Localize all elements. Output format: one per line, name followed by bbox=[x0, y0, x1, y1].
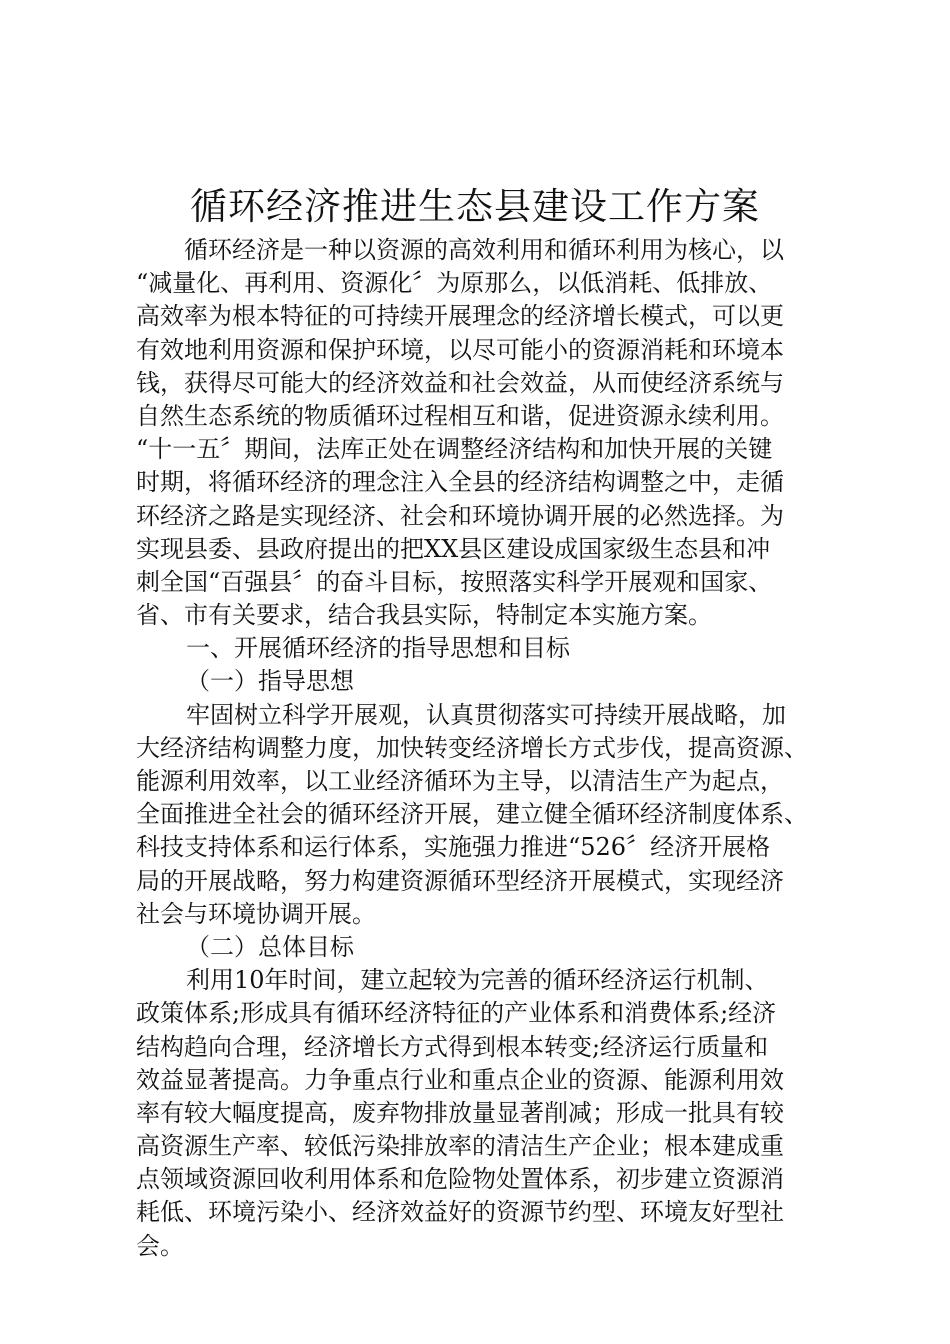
text-line: 全面推进全社会的循环经济开展，建立健全循环经济制度体系、 bbox=[136, 800, 808, 829]
text-line: 社会与环境协调开展。 bbox=[136, 899, 376, 928]
document-title: 循环经济推进生态县建设工作方案 bbox=[190, 185, 760, 228]
text-line: （二）总体目标 bbox=[186, 932, 354, 961]
text-line: 高效率为根本特征的可持续开展理念的经济增长模式，可以更 bbox=[136, 302, 784, 331]
text-line: 省、市有关要求，结合我县实际，特制定本实施方案。 bbox=[136, 601, 712, 630]
text-line: 科技支持体系和运行体系，实施强力推进“526〞经济开展格 bbox=[136, 833, 771, 862]
text-line: 自然生态系统的物质循环过程相互和谐，促进资源永续利用。 bbox=[136, 401, 784, 430]
text-line: 有效地利用资源和保护环境，以尽可能小的资源消耗和环境本 bbox=[136, 335, 784, 364]
text-line: 牢固树立科学开展观，认真贯彻落实可持续开展战略，加 bbox=[186, 700, 786, 729]
text-line: “减量化、再利用、资源化〞为原那么，以低消耗、低排放、 bbox=[136, 269, 773, 298]
text-line: 大经济结构调整力度，加快转变经济增长方式步伐，提高资源、 bbox=[136, 733, 808, 762]
text-line: 钱，获得尽可能大的经济效益和社会效益，从而使经济系统与 bbox=[136, 368, 784, 397]
text-line: 利用10年时间，建立起较为完善的循环经济运行机制、 bbox=[186, 966, 769, 995]
text-line: 结构趋向合理，经济增长方式得到根本转变;经济运行质量和 bbox=[136, 1032, 769, 1061]
text-line: 实现县委、县政府提出的把XX县区建设成国家级生态县和冲 bbox=[136, 534, 771, 563]
text-line: 循环经济是一种以资源的高效利用和循环利用为核心，以 bbox=[184, 236, 784, 264]
text-line: 耗低、环境污染小、经济效益好的资源节约型、环境友好型社 bbox=[136, 1198, 784, 1227]
document-body bbox=[136, 234, 836, 1263]
text-line: “十一五〞期间，法库正处在调整经济结构和加快开展的关键 bbox=[136, 435, 773, 464]
text-line: 效益显著提高。力争重点行业和重点企业的资源、能源利用效 bbox=[136, 1065, 784, 1094]
text-line: 刺全国“百强县〞的奋斗目标，按照落实科学开展观和国家、 bbox=[136, 567, 773, 596]
text-line: 一、开展循环经济的指导思想和目标 bbox=[186, 634, 570, 663]
text-line: 高资源生产率、较低污染排放率的清洁生产企业；根本建成重 bbox=[136, 1132, 784, 1161]
text-line: 政策体系;形成具有循环经济特征的产业体系和消费体系;经济 bbox=[136, 999, 777, 1028]
text-line: 能源利用效率，以工业经济循环为主导，以清洁生产为起点， bbox=[136, 767, 784, 795]
text-line: 局的开展战略，努力构建资源循环型经济开展模式，实现经济 bbox=[136, 866, 784, 895]
text-line: （一）指导思想 bbox=[186, 667, 354, 696]
text-line: 环经济之路是实现经济、社会和环境协调开展的必然选择。为 bbox=[136, 501, 784, 530]
text-line: 点领域资源回收利用体系和危险物处置体系，初步建立资源消 bbox=[136, 1165, 784, 1194]
text-line: 时期，将循环经济的理念注入全县的经济结构调整之中，走循 bbox=[136, 468, 784, 497]
text-line: 率有较大幅度提高，废弃物排放量显著削减；形成一批具有较 bbox=[136, 1098, 784, 1127]
text-line: 会。 bbox=[136, 1231, 184, 1260]
